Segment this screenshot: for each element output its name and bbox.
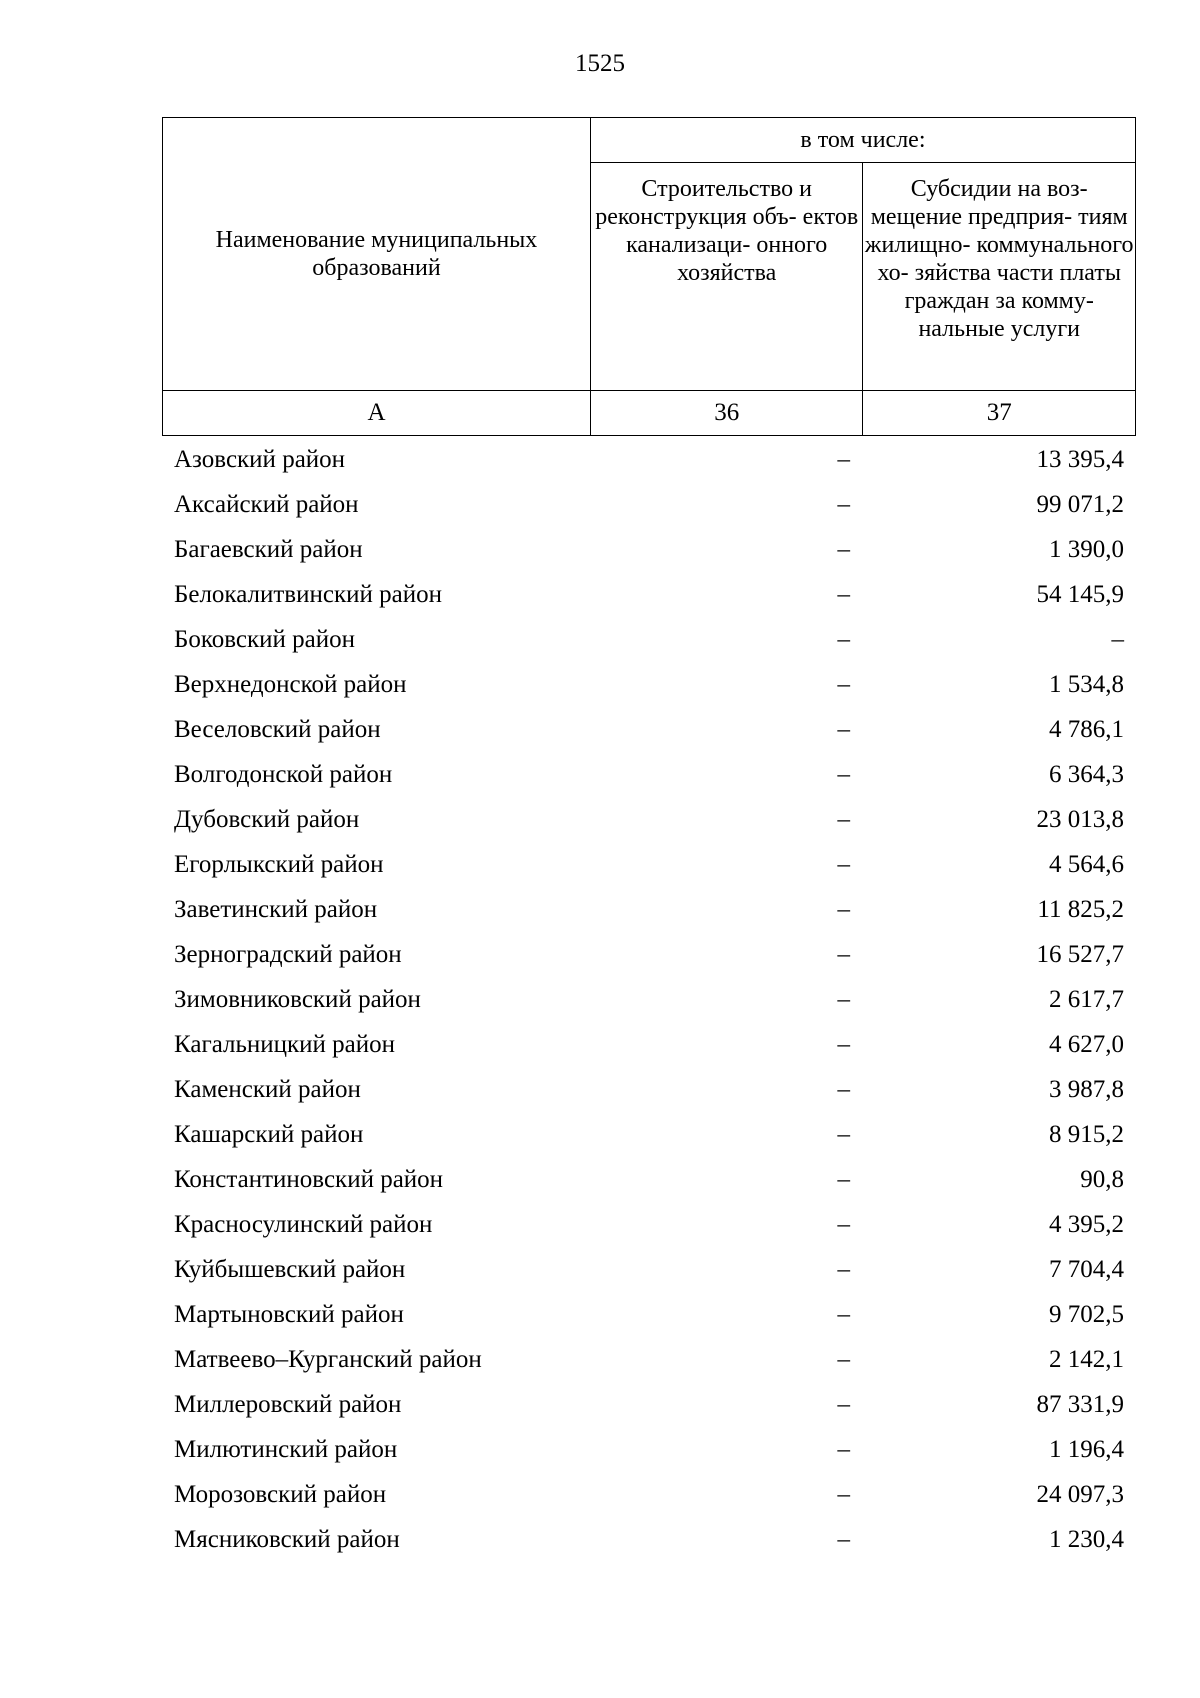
row-name: Зимовниковский район [174, 986, 421, 1013]
page-number: 1525 [575, 50, 625, 77]
table-row [162, 1385, 1136, 1430]
row-name: Кашарский район [174, 1121, 364, 1148]
row-value-36: – [837, 1301, 850, 1328]
row-value-36: – [837, 1031, 850, 1058]
table-row [162, 1070, 1136, 1115]
row-value-37: 11 825,2 [1037, 896, 1124, 923]
header-group-label: в том числе: [590, 118, 1135, 163]
row-value-37: 3 987,8 [1049, 1076, 1124, 1103]
row-name: Мясниковский район [174, 1526, 400, 1553]
table-row [162, 890, 1136, 935]
table-row [162, 845, 1136, 890]
row-value-37: 23 013,8 [1036, 806, 1124, 833]
table-body [162, 440, 1136, 1565]
table-header [162, 117, 1136, 436]
table-row [162, 530, 1136, 575]
row-value-36: – [837, 716, 850, 743]
row-name: Заветинский район [174, 896, 378, 923]
row-value-37: 13 395,4 [1036, 446, 1124, 473]
row-value-36: – [837, 851, 850, 878]
table-row [162, 710, 1136, 755]
row-value-36: – [837, 1391, 850, 1418]
row-value-36: – [837, 626, 850, 653]
row-name: Константиновский район [174, 1166, 444, 1193]
row-name: Багаевский район [174, 536, 363, 563]
row-name: Волгодонской район [174, 761, 393, 788]
table-row [162, 1520, 1136, 1565]
table-row [162, 620, 1136, 665]
row-value-37: 2 617,7 [1049, 986, 1124, 1013]
row-value-36: – [837, 806, 850, 833]
row-value-36: – [837, 491, 850, 518]
table-row [162, 1295, 1136, 1340]
row-value-36: – [837, 1121, 850, 1148]
row-value-36: – [837, 941, 850, 968]
header-col-37: Субсидии на воз- мещение предприя- тиям жилищно- коммунального хо- зяйства части платы граждан за комму- нальные услуги [863, 163, 1136, 391]
row-name: Аксайский район [174, 491, 359, 518]
row-name: Егорлыкский район [174, 851, 384, 878]
row-value-36: – [837, 581, 850, 608]
row-value-37: 24 097,3 [1036, 1481, 1124, 1508]
row-name: Веселовский район [174, 716, 381, 743]
table-row [162, 800, 1136, 845]
row-value-36: – [837, 761, 850, 788]
row-name: Матвеево–Курганский район [174, 1346, 482, 1373]
row-value-37: 2 142,1 [1049, 1346, 1124, 1373]
row-name: Азовский район [174, 446, 346, 473]
row-value-37: 4 564,6 [1049, 851, 1124, 878]
row-name: Каменский район [174, 1076, 361, 1103]
row-value-36: – [837, 1076, 850, 1103]
row-name: Зерноградский район [174, 941, 402, 968]
row-value-37: 1 230,4 [1049, 1526, 1124, 1553]
row-value-36: – [837, 1481, 850, 1508]
row-name: Боковский район [174, 626, 355, 653]
row-name: Милютинский район [174, 1436, 398, 1463]
table-row [162, 1430, 1136, 1475]
row-value-36: – [837, 986, 850, 1013]
table-row [162, 665, 1136, 710]
row-name: Верхнедонской район [174, 671, 407, 698]
row-name: Белокалитвинский район [174, 581, 442, 608]
row-value-37: 4 395,2 [1049, 1211, 1124, 1238]
table-row [162, 1160, 1136, 1205]
row-name: Кагальницкий район [174, 1031, 396, 1058]
row-value-36: – [837, 671, 850, 698]
table-row [162, 1205, 1136, 1250]
row-value-37: 1 390,0 [1049, 536, 1124, 563]
table-row [162, 1115, 1136, 1160]
header-num-36: 36 [590, 391, 863, 436]
row-value-37: 90,8 [1080, 1166, 1124, 1193]
row-value-36: – [837, 446, 850, 473]
row-name: Красносулинский район [174, 1211, 433, 1238]
row-value-37: 7 704,4 [1049, 1256, 1124, 1283]
row-value-37: 8 915,2 [1049, 1121, 1124, 1148]
row-value-37: 4 627,0 [1049, 1031, 1124, 1058]
row-value-36: – [837, 1256, 850, 1283]
row-value-37: 4 786,1 [1049, 716, 1124, 743]
table-row [162, 1250, 1136, 1295]
table-row [162, 1475, 1136, 1520]
header-name-column: Наименование муниципальных образований [163, 118, 591, 391]
row-name: Дубовский район [174, 806, 360, 833]
row-value-37: 54 145,9 [1036, 581, 1124, 608]
row-value-37: 16 527,7 [1036, 941, 1124, 968]
row-value-36: – [837, 1211, 850, 1238]
row-value-37: 9 702,5 [1049, 1301, 1124, 1328]
row-name: Мартыновский район [174, 1301, 404, 1328]
table-row [162, 935, 1136, 980]
table-row [162, 755, 1136, 800]
row-value-37: 87 331,9 [1036, 1391, 1124, 1418]
table-row [162, 980, 1136, 1025]
row-value-37: 6 364,3 [1049, 761, 1124, 788]
table-row [162, 440, 1136, 485]
row-value-36: – [837, 896, 850, 923]
row-name: Куйбышевский район [174, 1256, 406, 1283]
header-num-name: А [163, 391, 591, 436]
table-row [162, 1025, 1136, 1070]
row-name: Морозовский район [174, 1481, 387, 1508]
row-name: Миллеровский район [174, 1391, 402, 1418]
row-value-37: 99 071,2 [1036, 491, 1124, 518]
row-value-36: – [837, 1436, 850, 1463]
table-row [162, 485, 1136, 530]
table-row [162, 575, 1136, 620]
row-value-36: – [837, 1166, 850, 1193]
row-value-37: – [1111, 626, 1124, 653]
row-value-36: – [837, 1526, 850, 1553]
row-value-36: – [837, 1346, 850, 1373]
row-value-36: – [837, 536, 850, 563]
row-value-37: 1 196,4 [1049, 1436, 1124, 1463]
table-row [162, 1340, 1136, 1385]
row-value-37: 1 534,8 [1049, 671, 1124, 698]
header-num-37: 37 [863, 391, 1136, 436]
header-col-36: Строительство и реконструкция объ- ектов канализаци- онного хозяйства [590, 163, 863, 391]
